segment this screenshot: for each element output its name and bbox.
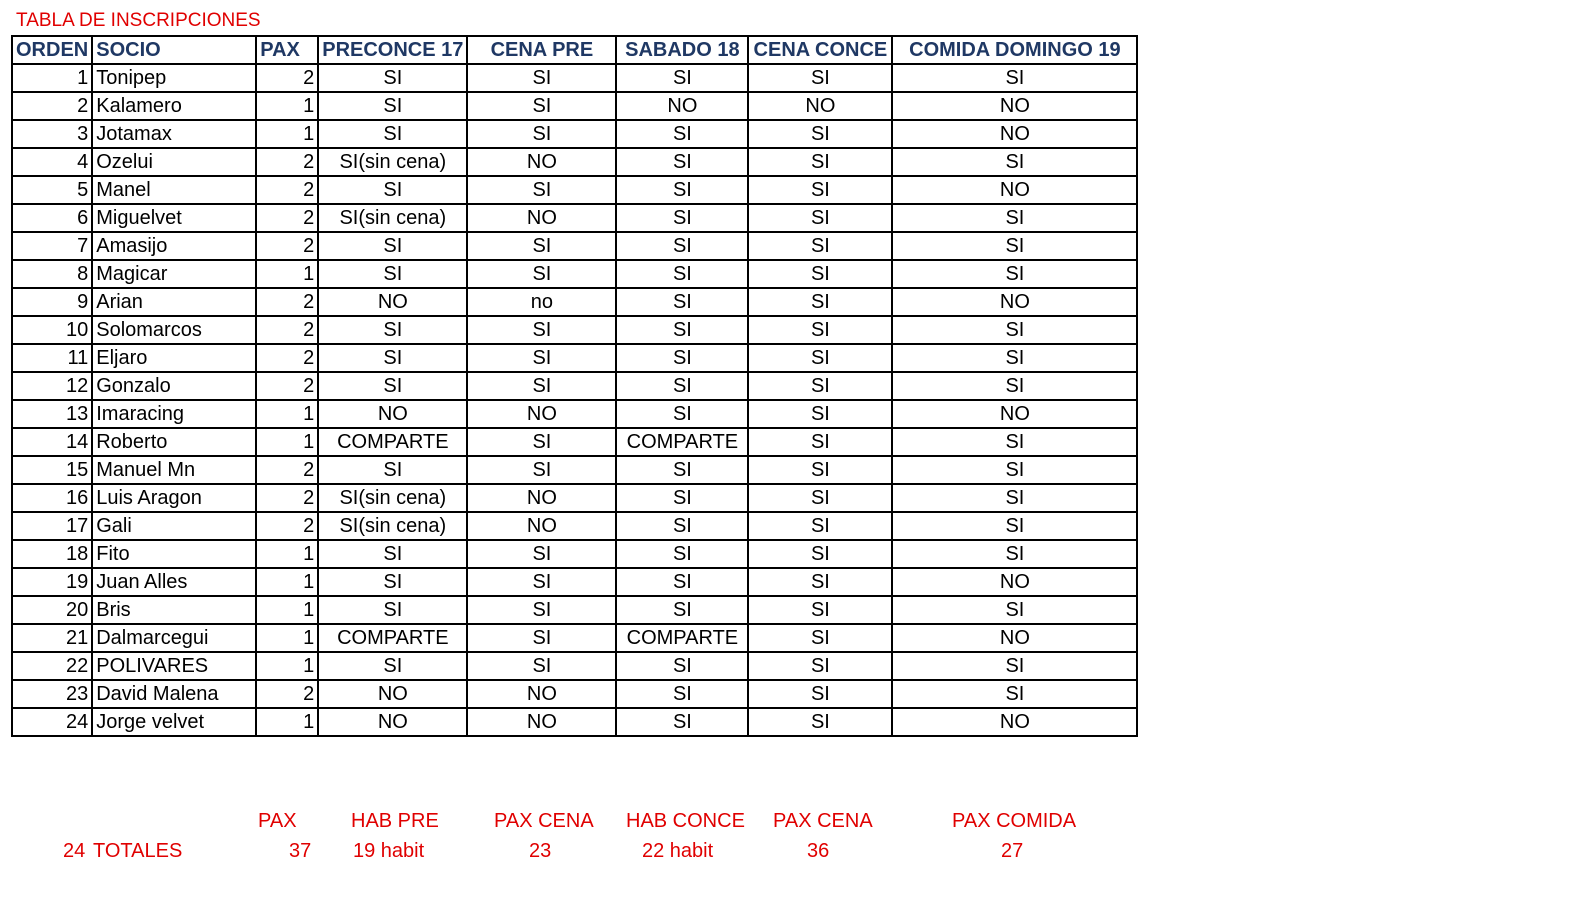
cell-sabado-18[interactable]: SI: [616, 708, 748, 736]
cell-comida-domingo-19[interactable]: SI: [892, 428, 1137, 456]
cell-comida-domingo-19[interactable]: SI: [892, 680, 1137, 708]
table-row: [12, 260, 1137, 288]
cell-orden[interactable]: 8: [12, 260, 92, 288]
cell-cena-conce[interactable]: SI: [748, 260, 892, 288]
table-row: [12, 176, 1137, 204]
cell-orden[interactable]: 5: [12, 176, 92, 204]
cell-preconce-17[interactable]: SI: [318, 92, 467, 120]
cell-pax[interactable]: 1: [256, 120, 318, 148]
cell-socio[interactable]: Kalamero: [92, 92, 256, 120]
table-row: [12, 568, 1137, 596]
header-pax[interactable]: PAX: [256, 36, 318, 64]
header-orden[interactable]: ORDEN: [12, 36, 92, 64]
summary-value-hab-conce: 22 habit: [642, 840, 714, 862]
cell-pax[interactable]: 2: [256, 316, 318, 344]
header-sabado-18[interactable]: SABADO 18: [616, 36, 748, 64]
cell-preconce-17[interactable]: SI: [318, 456, 467, 484]
cell-sabado-18[interactable]: SI: [616, 260, 748, 288]
cell-pax[interactable]: 1: [256, 568, 318, 596]
cell-socio[interactable]: Fito: [92, 540, 256, 568]
cell-comida-domingo-19[interactable]: SI: [892, 344, 1137, 372]
table-row: [12, 540, 1137, 568]
header-socio[interactable]: SOCIO: [92, 36, 256, 64]
cell-preconce-17[interactable]: NO: [318, 680, 467, 708]
header-preconce-17[interactable]: PRECONCE 17: [318, 36, 467, 64]
cell-pax[interactable]: 2: [256, 176, 318, 204]
cell-cena-pre[interactable]: SI: [467, 232, 616, 260]
cell-comida-domingo-19[interactable]: NO: [892, 92, 1137, 120]
cell-cena-pre[interactable]: SI: [467, 624, 616, 652]
header-cena-conce[interactable]: CENA CONCE: [748, 36, 892, 64]
cell-sabado-18[interactable]: SI: [616, 316, 748, 344]
cell-comida-domingo-19[interactable]: NO: [892, 568, 1137, 596]
cell-pax[interactable]: 1: [256, 400, 318, 428]
cell-orden[interactable]: 23: [12, 680, 92, 708]
cell-sabado-18[interactable]: SI: [616, 596, 748, 624]
cell-orden[interactable]: 15: [12, 456, 92, 484]
summary-label-pax: PAX: [258, 810, 297, 832]
cell-pax[interactable]: 1: [256, 708, 318, 736]
summary-label-pax-cena-pre: PAX CENA: [494, 810, 594, 832]
cell-orden[interactable]: 10: [12, 316, 92, 344]
cell-preconce-17[interactable]: SI: [318, 316, 467, 344]
cell-cena-conce[interactable]: SI: [748, 176, 892, 204]
cell-cena-pre[interactable]: SI: [467, 372, 616, 400]
cell-orden[interactable]: 11: [12, 344, 92, 372]
cell-socio[interactable]: Ozelui: [92, 148, 256, 176]
cell-orden[interactable]: 21: [12, 624, 92, 652]
cell-sabado-18[interactable]: NO: [616, 92, 748, 120]
cell-cena-pre[interactable]: NO: [467, 512, 616, 540]
cell-orden[interactable]: 22: [12, 652, 92, 680]
cell-cena-conce[interactable]: SI: [748, 372, 892, 400]
cell-cena-conce[interactable]: SI: [748, 428, 892, 456]
cell-cena-conce[interactable]: SI: [748, 596, 892, 624]
cell-preconce-17[interactable]: NO: [318, 708, 467, 736]
cell-cena-conce[interactable]: SI: [748, 288, 892, 316]
cell-comida-domingo-19[interactable]: SI: [892, 652, 1137, 680]
cell-comida-domingo-19[interactable]: SI: [892, 512, 1137, 540]
summary-value-pax: 37: [289, 840, 312, 862]
cell-orden[interactable]: 12: [12, 372, 92, 400]
cell-cena-pre[interactable]: SI: [467, 64, 616, 92]
table-row: [12, 344, 1137, 372]
cell-cena-pre[interactable]: NO: [467, 708, 616, 736]
cell-sabado-18[interactable]: SI: [616, 372, 748, 400]
cell-cena-pre[interactable]: SI: [467, 176, 616, 204]
cell-comida-domingo-19[interactable]: SI: [892, 316, 1137, 344]
cell-cena-conce[interactable]: SI: [748, 204, 892, 232]
cell-cena-pre[interactable]: SI: [467, 568, 616, 596]
cell-preconce-17[interactable]: NO: [318, 400, 467, 428]
summary-label-pax-comida: PAX COMIDA: [952, 810, 1077, 832]
table-row: [12, 708, 1137, 736]
cell-orden[interactable]: 17: [12, 512, 92, 540]
cell-comida-domingo-19[interactable]: NO: [892, 400, 1137, 428]
cell-sabado-18[interactable]: SI: [616, 148, 748, 176]
header-cena-pre[interactable]: CENA PRE: [467, 36, 616, 64]
cell-cena-pre[interactable]: SI: [467, 428, 616, 456]
cell-cena-conce[interactable]: SI: [748, 484, 892, 512]
cell-preconce-17[interactable]: SI: [318, 344, 467, 372]
header-comida-domingo-19[interactable]: COMIDA DOMINGO 19: [892, 36, 1137, 64]
cell-orden[interactable]: 1: [12, 64, 92, 92]
cell-pax[interactable]: 2: [256, 344, 318, 372]
table-row: [12, 204, 1137, 232]
cell-socio[interactable]: Manel: [92, 176, 256, 204]
cell-pax[interactable]: 1: [256, 624, 318, 652]
cell-socio[interactable]: David Malena: [92, 680, 256, 708]
cell-preconce-17[interactable]: SI(sin cena): [318, 512, 467, 540]
cell-comida-domingo-19[interactable]: SI: [892, 232, 1137, 260]
summary-totales-label: TOTALES: [93, 840, 183, 862]
cell-pax[interactable]: 2: [256, 372, 318, 400]
cell-sabado-18[interactable]: SI: [616, 232, 748, 260]
table-row: [12, 372, 1137, 400]
cell-pax[interactable]: 1: [256, 652, 318, 680]
cell-pax[interactable]: 2: [256, 456, 318, 484]
cell-pax[interactable]: 1: [256, 92, 318, 120]
cell-preconce-17[interactable]: SI: [318, 652, 467, 680]
table-row: [12, 232, 1137, 260]
summary-label-hab-conce: HAB CONCE: [626, 810, 745, 832]
cell-pax[interactable]: 2: [256, 288, 318, 316]
cell-cena-conce[interactable]: SI: [748, 148, 892, 176]
cell-sabado-18[interactable]: SI: [616, 64, 748, 92]
cell-cena-conce[interactable]: SI: [748, 316, 892, 344]
cell-orden[interactable]: 20: [12, 596, 92, 624]
cell-sabado-18[interactable]: SI: [616, 120, 748, 148]
cell-comida-domingo-19[interactable]: SI: [892, 540, 1137, 568]
cell-comida-domingo-19[interactable]: SI: [892, 204, 1137, 232]
cell-preconce-17[interactable]: SI: [318, 176, 467, 204]
cell-cena-pre[interactable]: NO: [467, 484, 616, 512]
cell-socio[interactable]: Jotamax: [92, 120, 256, 148]
cell-orden[interactable]: 13: [12, 400, 92, 428]
table-row: [12, 680, 1137, 708]
cell-pax[interactable]: 1: [256, 540, 318, 568]
cell-preconce-17[interactable]: COMPARTE: [318, 428, 467, 456]
cell-cena-pre[interactable]: SI: [467, 344, 616, 372]
table-row: [12, 64, 1137, 92]
cell-sabado-18[interactable]: SI: [616, 652, 748, 680]
table-row: [12, 120, 1137, 148]
cell-pax[interactable]: 2: [256, 680, 318, 708]
cell-preconce-17[interactable]: SI(sin cena): [318, 484, 467, 512]
cell-orden[interactable]: 2: [12, 92, 92, 120]
table-row: [12, 512, 1137, 540]
cell-sabado-18[interactable]: SI: [616, 540, 748, 568]
cell-cena-conce[interactable]: SI: [748, 680, 892, 708]
table-row: [12, 92, 1137, 120]
summary-value-pax-cena-conce: 36: [807, 840, 830, 862]
cell-preconce-17[interactable]: SI: [318, 568, 467, 596]
cell-sabado-18[interactable]: COMPARTE: [616, 428, 748, 456]
cell-cena-pre[interactable]: NO: [467, 204, 616, 232]
cell-comida-domingo-19[interactable]: SI: [892, 260, 1137, 288]
cell-orden[interactable]: 6: [12, 204, 92, 232]
cell-socio[interactable]: POLIVARES: [92, 652, 256, 680]
table-row: [12, 148, 1137, 176]
cell-cena-pre[interactable]: SI: [467, 120, 616, 148]
cell-socio[interactable]: Manuel Mn: [92, 456, 256, 484]
cell-preconce-17[interactable]: COMPARTE: [318, 624, 467, 652]
cell-cena-conce[interactable]: SI: [748, 120, 892, 148]
table-row: [12, 400, 1137, 428]
cell-cena-conce[interactable]: SI: [748, 456, 892, 484]
cell-cena-conce[interactable]: NO: [748, 92, 892, 120]
cell-pax[interactable]: 2: [256, 204, 318, 232]
inscriptions-table: [11, 35, 1138, 737]
cell-comida-domingo-19[interactable]: SI: [892, 456, 1137, 484]
table-row: [12, 652, 1137, 680]
cell-comida-domingo-19[interactable]: SI: [892, 148, 1137, 176]
cell-preconce-17[interactable]: SI: [318, 372, 467, 400]
cell-preconce-17[interactable]: SI(sin cena): [318, 204, 467, 232]
cell-cena-conce[interactable]: SI: [748, 624, 892, 652]
cell-pax[interactable]: 2: [256, 484, 318, 512]
cell-socio[interactable]: Gali: [92, 512, 256, 540]
cell-sabado-18[interactable]: SI: [616, 568, 748, 596]
cell-socio[interactable]: Tonipep: [92, 64, 256, 92]
cell-socio[interactable]: Magicar: [92, 260, 256, 288]
cell-comida-domingo-19[interactable]: NO: [892, 288, 1137, 316]
cell-socio[interactable]: Solomarcos: [92, 316, 256, 344]
table-body: [12, 64, 1137, 736]
cell-preconce-17[interactable]: SI(sin cena): [318, 148, 467, 176]
cell-orden[interactable]: 14: [12, 428, 92, 456]
cell-comida-domingo-19[interactable]: NO: [892, 120, 1137, 148]
cell-comida-domingo-19[interactable]: SI: [892, 484, 1137, 512]
cell-orden[interactable]: 7: [12, 232, 92, 260]
cell-socio[interactable]: Bris: [92, 596, 256, 624]
cell-sabado-18[interactable]: SI: [616, 344, 748, 372]
cell-cena-conce[interactable]: SI: [748, 400, 892, 428]
cell-orden[interactable]: 18: [12, 540, 92, 568]
cell-cena-conce[interactable]: SI: [748, 512, 892, 540]
table-row: [12, 596, 1137, 624]
cell-preconce-17[interactable]: SI: [318, 232, 467, 260]
cell-comida-domingo-19[interactable]: SI: [892, 372, 1137, 400]
cell-socio[interactable]: Luis Aragon: [92, 484, 256, 512]
table-row: [12, 288, 1137, 316]
cell-comida-domingo-19[interactable]: SI: [892, 64, 1137, 92]
cell-socio[interactable]: Roberto: [92, 428, 256, 456]
cell-pax[interactable]: 2: [256, 64, 318, 92]
summary-label-pax-cena-conce: PAX CENA: [773, 810, 873, 832]
cell-cena-pre[interactable]: SI: [467, 316, 616, 344]
cell-sabado-18[interactable]: SI: [616, 204, 748, 232]
cell-comida-domingo-19[interactable]: NO: [892, 176, 1137, 204]
cell-cena-pre[interactable]: NO: [467, 400, 616, 428]
cell-pax[interactable]: 1: [256, 260, 318, 288]
cell-cena-conce[interactable]: SI: [748, 652, 892, 680]
cell-orden[interactable]: 9: [12, 288, 92, 316]
cell-cena-conce[interactable]: SI: [748, 568, 892, 596]
cell-cena-conce[interactable]: SI: [748, 708, 892, 736]
sheet-title: TABLA DE INSCRIPCIONES: [16, 10, 261, 31]
summary-count: 24: [63, 840, 86, 862]
cell-comida-domingo-19[interactable]: NO: [892, 624, 1137, 652]
cell-preconce-17[interactable]: SI: [318, 64, 467, 92]
cell-pax[interactable]: 2: [256, 512, 318, 540]
table-row: [12, 456, 1137, 484]
cell-socio[interactable]: Gonzalo: [92, 372, 256, 400]
summary-label-hab-pre: HAB PRE: [351, 810, 439, 832]
cell-sabado-18[interactable]: SI: [616, 456, 748, 484]
cell-orden[interactable]: 4: [12, 148, 92, 176]
cell-cena-conce[interactable]: SI: [748, 540, 892, 568]
cell-socio[interactable]: Juan Alles: [92, 568, 256, 596]
cell-sabado-18[interactable]: COMPARTE: [616, 624, 748, 652]
header-row: [12, 36, 1137, 64]
cell-pax[interactable]: 2: [256, 232, 318, 260]
cell-socio[interactable]: Miguelvet: [92, 204, 256, 232]
cell-pax[interactable]: 2: [256, 148, 318, 176]
cell-socio[interactable]: Eljaro: [92, 344, 256, 372]
cell-preconce-17[interactable]: SI: [318, 540, 467, 568]
table-row: [12, 624, 1137, 652]
cell-cena-conce[interactable]: SI: [748, 64, 892, 92]
cell-comida-domingo-19[interactable]: NO: [892, 708, 1137, 736]
cell-pax[interactable]: 1: [256, 428, 318, 456]
summary-value-pax-cena-pre: 23: [529, 840, 552, 862]
table-row: [12, 316, 1137, 344]
cell-sabado-18[interactable]: SI: [616, 680, 748, 708]
cell-preconce-17[interactable]: SI: [318, 120, 467, 148]
cell-preconce-17[interactable]: SI: [318, 596, 467, 624]
cell-comida-domingo-19[interactable]: SI: [892, 596, 1137, 624]
cell-sabado-18[interactable]: SI: [616, 288, 748, 316]
summary-value-pax-comida: 27: [1001, 840, 1024, 862]
cell-sabado-18[interactable]: SI: [616, 484, 748, 512]
cell-orden[interactable]: 19: [12, 568, 92, 596]
cell-cena-conce[interactable]: SI: [748, 232, 892, 260]
cell-cena-pre[interactable]: SI: [467, 540, 616, 568]
cell-cena-pre[interactable]: SI: [467, 92, 616, 120]
cell-socio[interactable]: Imaracing: [92, 400, 256, 428]
cell-pax[interactable]: 1: [256, 596, 318, 624]
cell-sabado-18[interactable]: SI: [616, 176, 748, 204]
cell-cena-pre[interactable]: no: [467, 288, 616, 316]
cell-sabado-18[interactable]: SI: [616, 400, 748, 428]
table-row: [12, 428, 1137, 456]
cell-cena-pre[interactable]: NO: [467, 680, 616, 708]
cell-cena-pre[interactable]: SI: [467, 596, 616, 624]
cell-preconce-17[interactable]: SI: [318, 260, 467, 288]
cell-cena-pre[interactable]: SI: [467, 260, 616, 288]
table-row: [12, 484, 1137, 512]
cell-orden[interactable]: 16: [12, 484, 92, 512]
cell-cena-pre[interactable]: SI: [467, 652, 616, 680]
cell-cena-conce[interactable]: SI: [748, 344, 892, 372]
cell-orden[interactable]: 24: [12, 708, 92, 736]
cell-cena-pre[interactable]: NO: [467, 148, 616, 176]
cell-orden[interactable]: 3: [12, 120, 92, 148]
cell-sabado-18[interactable]: SI: [616, 512, 748, 540]
cell-socio[interactable]: Arian: [92, 288, 256, 316]
cell-preconce-17[interactable]: NO: [318, 288, 467, 316]
cell-cena-pre[interactable]: SI: [467, 456, 616, 484]
summary-value-hab-pre: 19 habit: [353, 840, 425, 862]
cell-socio[interactable]: Jorge velvet: [92, 708, 256, 736]
cell-socio[interactable]: Amasijo: [92, 232, 256, 260]
cell-socio[interactable]: Dalmarcegui: [92, 624, 256, 652]
